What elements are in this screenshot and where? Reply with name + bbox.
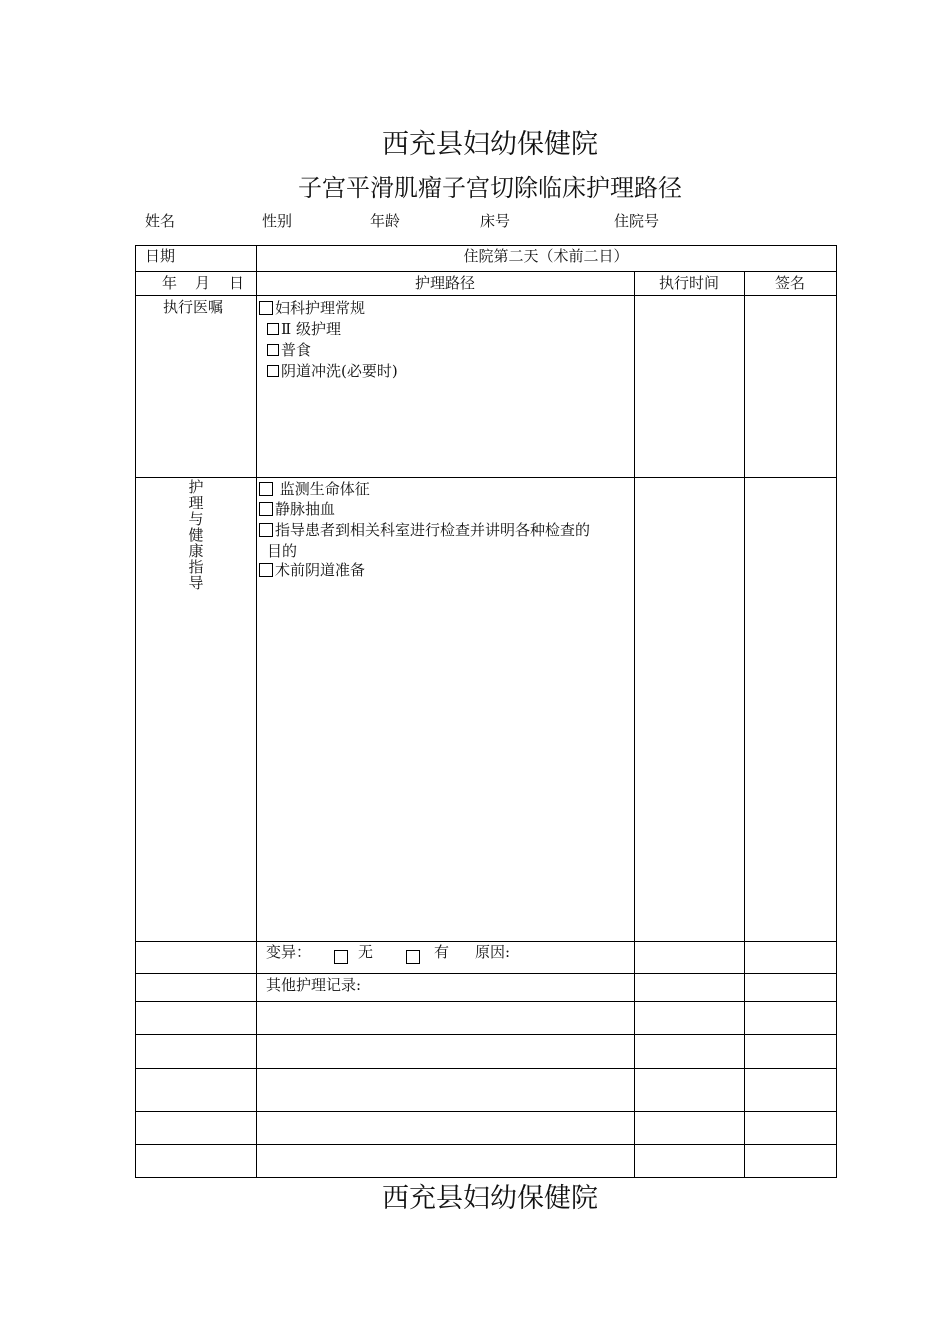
table-col-line [634,271,635,1178]
date-label: 日期 [145,247,176,265]
checkbox[interactable] [267,344,279,356]
col-header-time: 执行时间 [658,274,719,292]
nursing-label: 护理与健康指导 [188,478,204,592]
footer-hospital-name: 西充县妇幼保健院 [382,1183,598,1214]
nursing-item-label: 监测生命体征 [279,480,370,498]
day-label: 日 [229,274,245,292]
table-col-line [256,245,257,1178]
nursing-item-label: 指导患者到相关科室进行检查并讲明各种检查的 [275,521,591,539]
variation-yes-checkbox[interactable] [406,950,420,964]
orders-label: 执行医嘱 [163,298,224,316]
table-row-line [135,1001,837,1002]
order-item-label: Ⅱ 级护理 [281,320,341,338]
col-header-sign: 签名 [774,274,805,292]
gender-label: 性别 [262,212,293,230]
checkbox[interactable] [267,323,279,335]
variation-none-checkbox[interactable] [334,950,348,964]
checkbox[interactable] [259,523,273,537]
order-item [267,361,398,381]
year-label: 年 [162,274,178,292]
hospital-name: 西充县妇幼保健院 [382,129,598,160]
checkbox[interactable] [267,365,279,377]
checkbox[interactable] [259,482,273,496]
table-row-line [135,973,837,974]
bed-label: 床号 [480,212,511,230]
order-item [259,298,365,318]
order-item [267,340,311,360]
order-item-label: 普食 [281,341,312,359]
table-row-line [135,271,837,272]
nursing-item-continuation: 目的 [267,542,298,560]
order-item-label: 妇科护理常规 [275,299,366,317]
hospital-day-label: 住院第二天（术前二日） [463,247,629,265]
col-header-path: 护理路径 [414,274,475,292]
checkbox[interactable] [259,502,273,516]
order-item [267,319,341,339]
table-row-line [135,1111,837,1112]
table-border-left [135,245,136,1178]
variation-reason-label: 原因: [475,943,511,961]
table-row-line [135,1144,837,1145]
age-label: 年龄 [370,212,401,230]
nursing-item [259,520,590,540]
admission-no-label: 住院号 [614,212,660,230]
checkbox[interactable] [259,563,273,577]
checkbox[interactable] [259,301,273,315]
other-records-label: 其他护理记录: [266,976,362,994]
name-label: 姓名 [145,212,176,230]
table-border-right [836,245,837,1178]
table-row-line [135,1034,837,1035]
nursing-item-label: 术前阴道准备 [275,561,366,579]
nursing-item [259,479,370,499]
table-row-line [135,1068,837,1069]
table-row-line [135,295,837,296]
month-label: 月 [195,274,211,292]
document-title: 子宫平滑肌瘤子宫切除临床护理路径 [298,174,682,202]
variation-label: 变异： [266,943,312,961]
nursing-item-label: 静脉抽血 [275,500,336,518]
nursing-item [259,499,335,519]
table-row-line [135,477,837,478]
order-item-label: 阴道冲洗(必要时) [281,362,398,380]
nursing-item [259,560,365,580]
variation-yes-label: 有 [434,943,450,961]
table-col-line [744,271,745,1178]
variation-none-label: 无 [358,943,374,961]
